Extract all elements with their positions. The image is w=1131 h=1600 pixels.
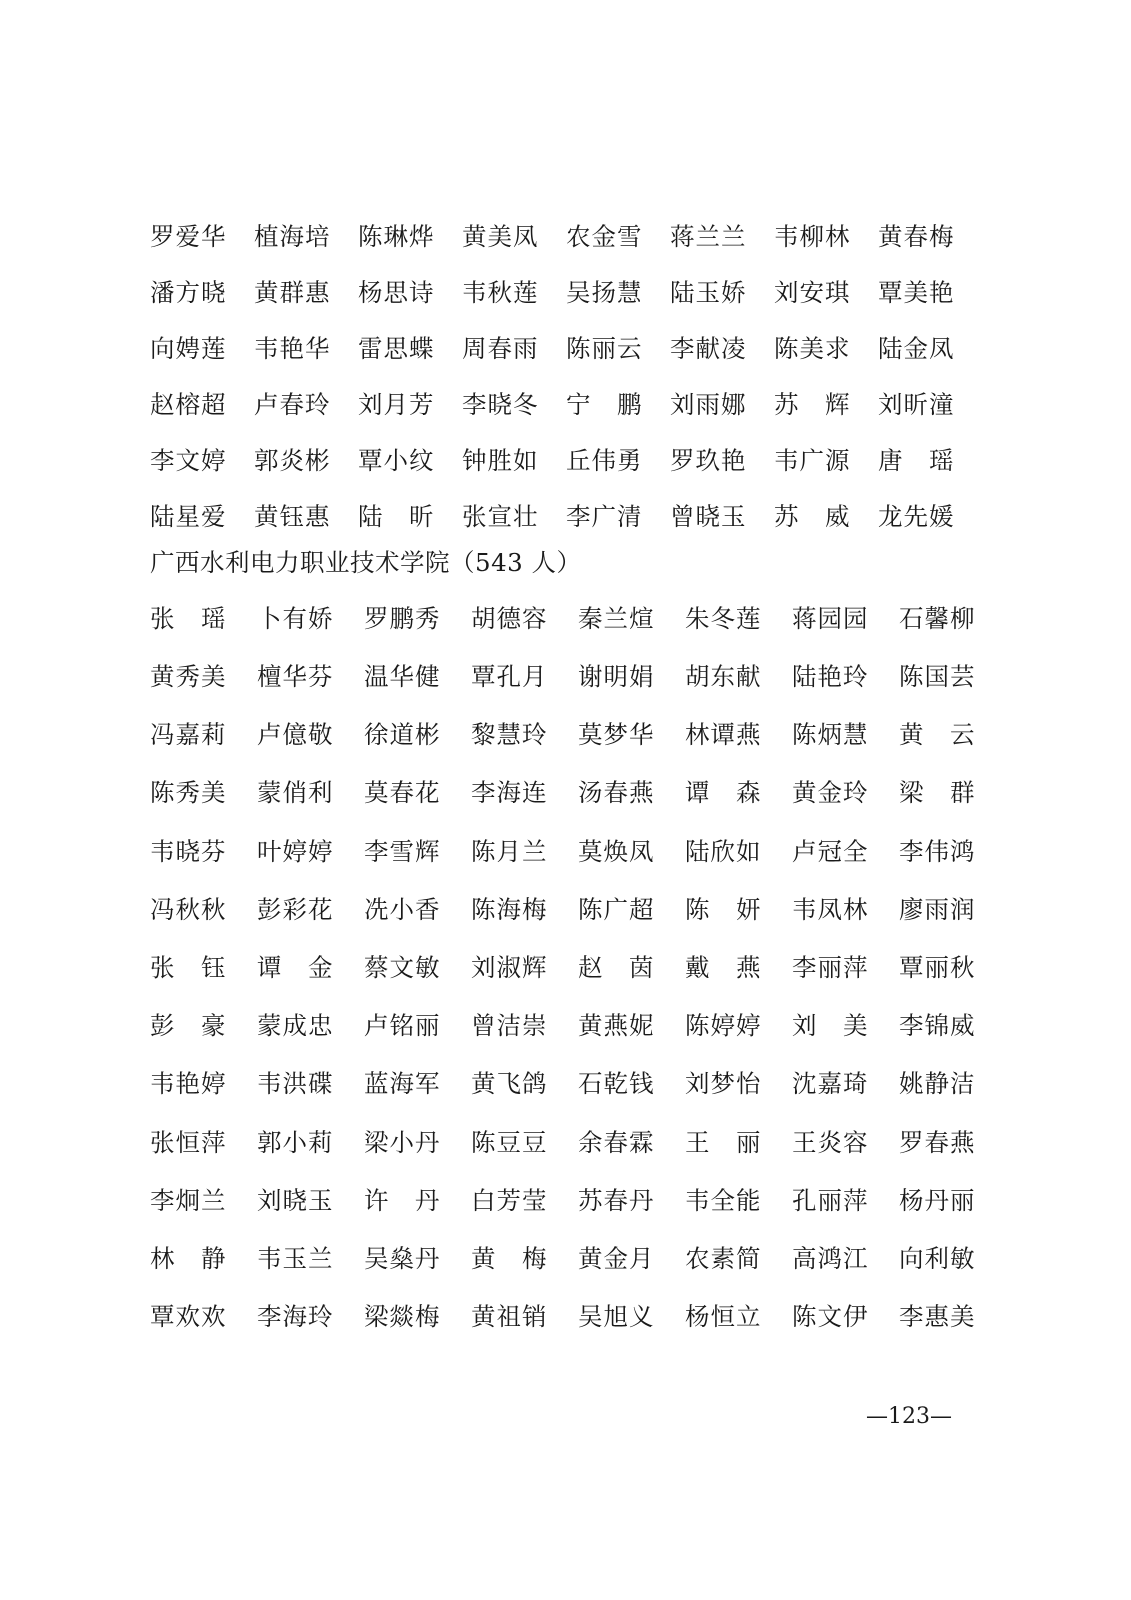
- person-name: 李文婷: [150, 445, 227, 475]
- person-name: 刘 美: [792, 1011, 869, 1041]
- person-name: 赵 茵: [578, 952, 655, 982]
- person-name: 卜有娇: [257, 603, 334, 633]
- person-name: 陈文伊: [792, 1302, 869, 1332]
- person-name: 沈嘉琦: [792, 1069, 869, 1099]
- person-name: 李海玲: [257, 1302, 334, 1332]
- person-name: 刘梦怡: [685, 1069, 762, 1099]
- person-name: 吴扬慧: [566, 277, 643, 307]
- person-name: 黄燕妮: [578, 1011, 655, 1041]
- name-row: [150, 265, 980, 321]
- person-name: 黄钰惠: [254, 501, 331, 531]
- person-name: 刘月芳: [358, 389, 435, 419]
- person-name: 蒙成忠: [257, 1011, 334, 1041]
- person-name: 胡东献: [685, 662, 762, 692]
- person-name: 黄群惠: [254, 277, 331, 307]
- person-name: 赵榕超: [150, 389, 227, 419]
- person-name: 石馨柳: [899, 603, 976, 633]
- person-name: 莫焕凤: [578, 836, 655, 866]
- person-name: 黄 云: [899, 720, 976, 750]
- person-name: 陈国芸: [899, 662, 976, 692]
- person-name: 黄春梅: [878, 221, 955, 251]
- person-name: 韦广源: [774, 445, 851, 475]
- person-name: 莫春花: [364, 778, 441, 808]
- person-name: 姚静洁: [899, 1069, 976, 1099]
- person-name: 曾洁崇: [471, 1011, 548, 1041]
- person-name: 龙先媛: [878, 501, 955, 531]
- person-name: 农素简: [685, 1243, 762, 1273]
- person-name: 刘安琪: [774, 277, 851, 307]
- person-name: 梁燚梅: [364, 1302, 441, 1332]
- person-name: 陆艳玲: [792, 662, 869, 692]
- person-name: 李广清: [566, 501, 643, 531]
- person-name: 苏 辉: [774, 389, 851, 419]
- person-name: 胡德容: [471, 603, 548, 633]
- person-name: 覃小纹: [358, 445, 435, 475]
- person-name: 陈秀美: [150, 778, 227, 808]
- person-name: 丘伟勇: [566, 445, 643, 475]
- person-name: 黄金玲: [792, 778, 869, 808]
- person-name: 韦洪碟: [257, 1069, 334, 1099]
- person-name: 郭小莉: [257, 1127, 334, 1157]
- name-list-institute: [150, 590, 980, 1346]
- person-name: 刘昕潼: [878, 389, 955, 419]
- name-row: [150, 1056, 980, 1114]
- person-name: 彭彩花: [257, 894, 334, 924]
- person-name: 檀华芬: [257, 662, 334, 692]
- person-name: 白芳莹: [471, 1185, 548, 1215]
- name-row: [150, 1114, 980, 1172]
- person-name: 潘方晓: [150, 277, 227, 307]
- person-name: 蒙俏利: [257, 778, 334, 808]
- person-name: 李炯兰: [150, 1185, 227, 1215]
- person-name: 廖雨润: [899, 894, 976, 924]
- person-name: 卢冠全: [792, 836, 869, 866]
- person-name: 罗春燕: [899, 1127, 976, 1157]
- person-name: 彭 豪: [150, 1011, 227, 1041]
- person-name: 罗玖艳: [670, 445, 747, 475]
- name-row: [150, 489, 980, 545]
- person-name: 蔡文敏: [364, 952, 441, 982]
- person-name: 杨思诗: [358, 277, 435, 307]
- person-name: 刘淑辉: [471, 952, 548, 982]
- person-name: 张宣壮: [462, 501, 539, 531]
- person-name: 周春雨: [462, 333, 539, 363]
- person-name: 李雪辉: [364, 836, 441, 866]
- person-name: 植海培: [254, 221, 331, 251]
- person-name: 罗鹏秀: [364, 603, 441, 633]
- person-name: 李伟鸿: [899, 836, 976, 866]
- person-name: 黄祖销: [471, 1302, 548, 1332]
- name-row: [150, 321, 980, 377]
- person-name: 徐道彬: [364, 720, 441, 750]
- name-row: [150, 377, 980, 433]
- person-name: 韦艳婷: [150, 1069, 227, 1099]
- person-name: 农金雪: [566, 221, 643, 251]
- name-row: [150, 765, 980, 823]
- person-name: 莫梦华: [578, 720, 655, 750]
- name-row: [150, 706, 980, 764]
- person-name: 蓝海军: [364, 1069, 441, 1099]
- person-name: 韦晓芬: [150, 836, 227, 866]
- person-name: 韦玉兰: [257, 1243, 334, 1273]
- person-name: 黄美凤: [462, 221, 539, 251]
- person-name: 许 丹: [364, 1185, 441, 1215]
- person-name: 张 瑶: [150, 603, 227, 633]
- person-name: 陆星爱: [150, 501, 227, 531]
- person-name: 曾晓玉: [670, 501, 747, 531]
- person-name: 陈月兰: [471, 836, 548, 866]
- person-name: 黎慧玲: [471, 720, 548, 750]
- person-name: 覃孔月: [471, 662, 548, 692]
- person-name: 谢明娟: [578, 662, 655, 692]
- person-name: 陈海梅: [471, 894, 548, 924]
- person-name: 吴旭义: [578, 1302, 655, 1332]
- person-name: 苏 威: [774, 501, 851, 531]
- person-name: 郭炎彬: [254, 445, 331, 475]
- section-heading: 广西水利电力职业技术学院（543 人）: [150, 548, 582, 577]
- person-name: 孔丽萍: [792, 1185, 869, 1215]
- person-name: 冼小香: [364, 894, 441, 924]
- person-name: 刘雨娜: [670, 389, 747, 419]
- person-name: 戴 燕: [685, 952, 762, 982]
- name-row: [150, 939, 980, 997]
- person-name: 李惠美: [899, 1302, 976, 1332]
- page-number: —123—: [866, 1404, 952, 1429]
- person-name: 冯秋秋: [150, 894, 227, 924]
- person-name: 卢億敬: [257, 720, 334, 750]
- person-name: 陈琳烨: [358, 221, 435, 251]
- person-name: 韦秋莲: [462, 277, 539, 307]
- person-name: 张 钰: [150, 952, 227, 982]
- person-name: 韦凤林: [792, 894, 869, 924]
- person-name: 蒋兰兰: [670, 221, 747, 251]
- person-name: 韦艳华: [254, 333, 331, 363]
- person-name: 蒋园园: [792, 603, 869, 633]
- person-name: 覃丽秋: [899, 952, 976, 982]
- person-name: 陈美求: [774, 333, 851, 363]
- person-name: 陈炳慧: [792, 720, 869, 750]
- person-name: 朱冬莲: [685, 603, 762, 633]
- person-name: 陈 妍: [685, 894, 762, 924]
- name-row: [150, 823, 980, 881]
- person-name: 覃美艳: [878, 277, 955, 307]
- person-name: 黄 梅: [471, 1243, 548, 1273]
- person-name: 覃欢欢: [150, 1302, 227, 1332]
- person-name: 向利敏: [899, 1243, 976, 1273]
- person-name: 苏春丹: [578, 1185, 655, 1215]
- person-name: 谭 森: [685, 778, 762, 808]
- person-name: 韦全能: [685, 1185, 762, 1215]
- person-name: 卢春玲: [254, 389, 331, 419]
- person-name: 陈广超: [578, 894, 655, 924]
- person-name: 杨恒立: [685, 1302, 762, 1332]
- person-name: 李锦威: [899, 1011, 976, 1041]
- person-name: 王炎容: [792, 1127, 869, 1157]
- name-row: [150, 433, 980, 489]
- person-name: 张恒萍: [150, 1127, 227, 1157]
- person-name: 梁 群: [899, 778, 976, 808]
- person-name: 温华健: [364, 662, 441, 692]
- person-name: 陆金凤: [878, 333, 955, 363]
- person-name: 石乾钱: [578, 1069, 655, 1099]
- person-name: 李丽萍: [792, 952, 869, 982]
- person-name: 谭 金: [257, 952, 334, 982]
- person-name: 刘晓玉: [257, 1185, 334, 1215]
- name-list-continued: [150, 209, 980, 545]
- name-row: [150, 997, 980, 1055]
- person-name: 吴燊丹: [364, 1243, 441, 1273]
- person-name: 梁小丹: [364, 1127, 441, 1157]
- person-name: 陈婷婷: [685, 1011, 762, 1041]
- person-name: 李海连: [471, 778, 548, 808]
- person-name: 王 丽: [685, 1127, 762, 1157]
- person-name: 陆欣如: [685, 836, 762, 866]
- person-name: 黄金月: [578, 1243, 655, 1273]
- name-row: [150, 1288, 980, 1346]
- person-name: 林谭燕: [685, 720, 762, 750]
- person-name: 汤春燕: [578, 778, 655, 808]
- person-name: 韦柳林: [774, 221, 851, 251]
- name-row: [150, 648, 980, 706]
- person-name: 宁 鹏: [566, 389, 643, 419]
- person-name: 林 静: [150, 1243, 227, 1273]
- person-name: 黄飞鸽: [471, 1069, 548, 1099]
- person-name: 卢铭丽: [364, 1011, 441, 1041]
- person-name: 陆 昕: [358, 501, 435, 531]
- name-row: [150, 881, 980, 939]
- person-name: 唐 瑶: [878, 445, 955, 475]
- person-name: 钟胜如: [462, 445, 539, 475]
- person-name: 陈豆豆: [471, 1127, 548, 1157]
- person-name: 李献凌: [670, 333, 747, 363]
- person-name: 向娉莲: [150, 333, 227, 363]
- person-name: 雷思蝶: [358, 333, 435, 363]
- name-row: [150, 209, 980, 265]
- person-name: 叶婷婷: [257, 836, 334, 866]
- person-name: 李晓冬: [462, 389, 539, 419]
- name-row: [150, 590, 980, 648]
- person-name: 罗爱华: [150, 221, 227, 251]
- person-name: 陆玉娇: [670, 277, 747, 307]
- person-name: 余春霖: [578, 1127, 655, 1157]
- person-name: 黄秀美: [150, 662, 227, 692]
- person-name: 秦兰煊: [578, 603, 655, 633]
- person-name: 陈丽云: [566, 333, 643, 363]
- person-name: 杨丹丽: [899, 1185, 976, 1215]
- person-name: 高鸿江: [792, 1243, 869, 1273]
- name-row: [150, 1230, 980, 1288]
- name-row: [150, 1172, 980, 1230]
- person-name: 冯嘉莉: [150, 720, 227, 750]
